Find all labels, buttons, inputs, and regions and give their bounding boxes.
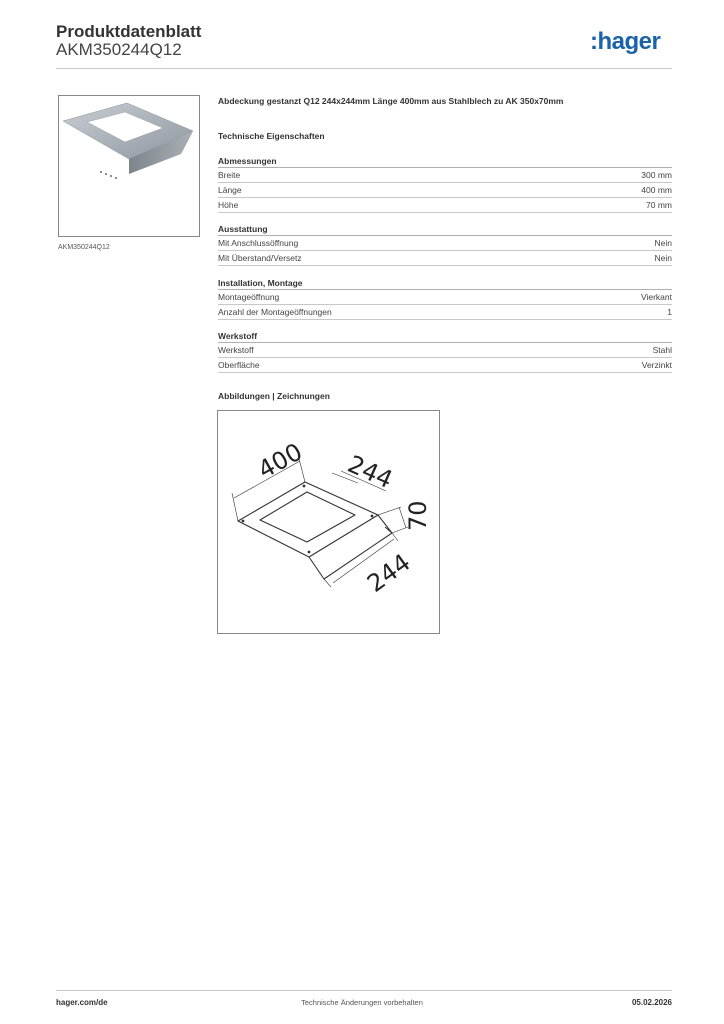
table-row	[218, 183, 672, 198]
row-label: Länge	[218, 185, 242, 195]
group-equipment	[218, 223, 672, 266]
technical-drawing	[217, 410, 440, 634]
footer-website: hager.com/de	[56, 998, 108, 1007]
header-divider	[56, 68, 672, 69]
dim-length: 400	[253, 437, 307, 485]
row-value: Verzinkt	[641, 360, 672, 370]
drawings-heading: Abbildungen | Zeichnungen	[218, 391, 330, 401]
table-row	[218, 358, 672, 373]
row-label: Mit Anschlussöffnung	[218, 238, 299, 248]
row-value: 400 mm	[641, 185, 672, 195]
row-label: Breite	[218, 170, 241, 180]
row-value: 70 mm	[646, 200, 672, 210]
product-description: Abdeckung gestanzt Q12 244x244mm Länge 400mm aus Stahlblech zu AK 350x70mm	[218, 96, 564, 106]
product-image	[58, 95, 200, 237]
group-material	[218, 330, 672, 373]
row-value: 300 mm	[641, 170, 672, 180]
dim-height: 70	[404, 500, 432, 531]
footer-notice: Technische Änderungen vorbehalten	[301, 998, 423, 1007]
table-row	[218, 290, 672, 305]
table-row	[218, 305, 672, 320]
row-label: Mit Überstand/Versetz	[218, 253, 302, 263]
group-title: Werkstoff	[218, 330, 672, 343]
row-value: Vierkant	[640, 292, 672, 302]
page-title: Produktdatenblatt	[56, 22, 202, 41]
row-value: Stahl	[652, 345, 672, 355]
row-value: 1	[667, 307, 672, 317]
row-label: Oberfläche	[218, 360, 260, 370]
footer-date: 05.02.2026	[631, 998, 672, 1007]
row-value: Nein	[654, 253, 672, 263]
table-row	[218, 168, 672, 183]
group-dimensions	[218, 155, 672, 213]
row-label: Anzahl der Montageöffnungen	[218, 307, 332, 317]
table-row	[218, 343, 672, 358]
table-row	[218, 251, 672, 266]
properties-heading: Technische Eigenschaften	[218, 131, 325, 141]
row-label: Werkstoff	[218, 345, 254, 355]
image-caption: AKM350244Q12	[58, 244, 110, 251]
group-title: Installation, Montage	[218, 277, 672, 290]
row-label: Höhe	[218, 200, 239, 210]
group-installation	[218, 277, 672, 320]
dim-opening-bottom: 244	[362, 548, 416, 598]
hager-logo: :hager	[590, 28, 661, 55]
row-value: Nein	[654, 238, 672, 248]
row-label: Montageöffnung	[218, 292, 280, 302]
group-title: Abmessungen	[218, 155, 672, 168]
footer-divider	[56, 990, 672, 991]
group-title: Ausstattung	[218, 223, 672, 236]
article-number: AKM350244Q12	[56, 40, 182, 59]
dim-opening-top: 244	[343, 449, 397, 495]
table-row	[218, 198, 672, 213]
table-row	[218, 236, 672, 251]
